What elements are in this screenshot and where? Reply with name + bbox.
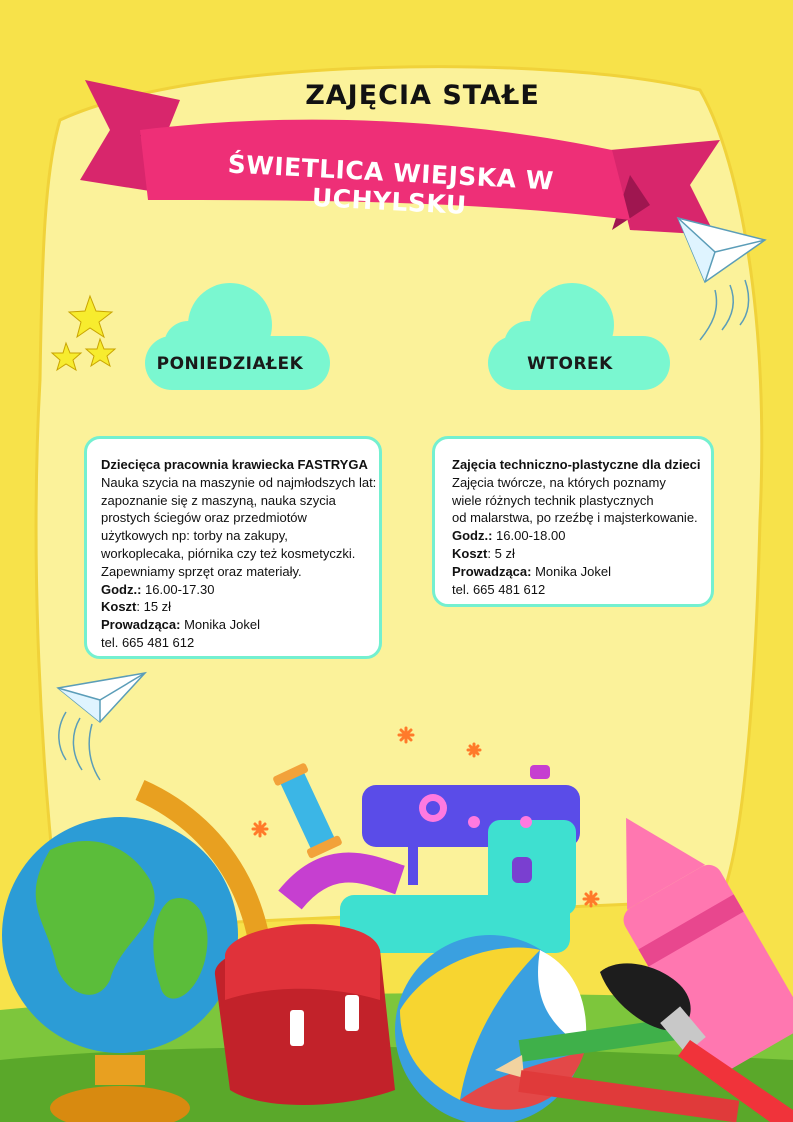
hours-label: Godz.:: [101, 581, 142, 597]
phone: tel. 665 481 612: [101, 634, 195, 650]
activity-card-tuesday: [432, 436, 714, 607]
leader-row: [452, 563, 711, 581]
cost-label: Koszt: [452, 545, 488, 561]
hours-value: 16.00-17.30: [141, 581, 215, 597]
description-line: wiele różnych technik plastycznych: [452, 492, 654, 508]
activity-card-monday: [84, 436, 382, 659]
description-line: Nauka szycia na maszynie od najmłodszych lat:: [101, 474, 377, 490]
hours-row: [101, 581, 379, 599]
activity-title: Zajęcia techniczno-plastyczne dla dzieci: [452, 457, 701, 472]
leader-value: Monika Jokel: [180, 617, 260, 633]
description-line: workoplecaka, piórnika czy też kosmetyczki.: [101, 545, 356, 561]
leader-label: Prowadząca:: [101, 617, 181, 633]
cost-row: [452, 545, 711, 563]
description-line: od malarstwa, po rzeźbę i majsterkowanie.: [452, 510, 698, 526]
leader-label: Prowadząca:: [452, 563, 532, 579]
cost-value: : 5 zł: [487, 545, 515, 561]
day-label-monday: PONIEDZIAŁEK: [156, 354, 304, 374]
cost-row: [101, 598, 379, 616]
cost-value: : 15 zł: [136, 599, 172, 615]
activity-title: Dziecięca pracownia krawiecka FASTRYGA: [101, 457, 368, 472]
day-label-tuesday: WTOREK: [527, 354, 613, 374]
hours-row: [452, 527, 711, 545]
backpack-icon: [215, 924, 395, 1105]
cost-label: Koszt: [101, 599, 137, 615]
phone: tel. 665 481 612: [452, 581, 546, 597]
description-line: prostych ściegów oraz przedmiotów: [101, 510, 307, 526]
hours-value: 16.00-18.00: [492, 528, 566, 544]
description-line: zapoznanie się z maszyną, nauka szycia: [101, 492, 336, 508]
description-line: Zajęcia twórcze, na których poznamy: [452, 474, 666, 490]
description-line: Zapewniamy sprzęt oraz materiały.: [101, 563, 302, 579]
leader-value: Monika Jokel: [531, 563, 611, 579]
hours-label: Godz.:: [452, 528, 493, 544]
banner-title: ŚWIETLICA WIEJSKA W UCHYLSKU: [227, 149, 555, 221]
page-title: ZAJĘCIA STAŁE: [305, 80, 540, 111]
leader-row: [101, 616, 379, 634]
description-line: użytkowych np: torby na zakupy,: [101, 528, 288, 544]
